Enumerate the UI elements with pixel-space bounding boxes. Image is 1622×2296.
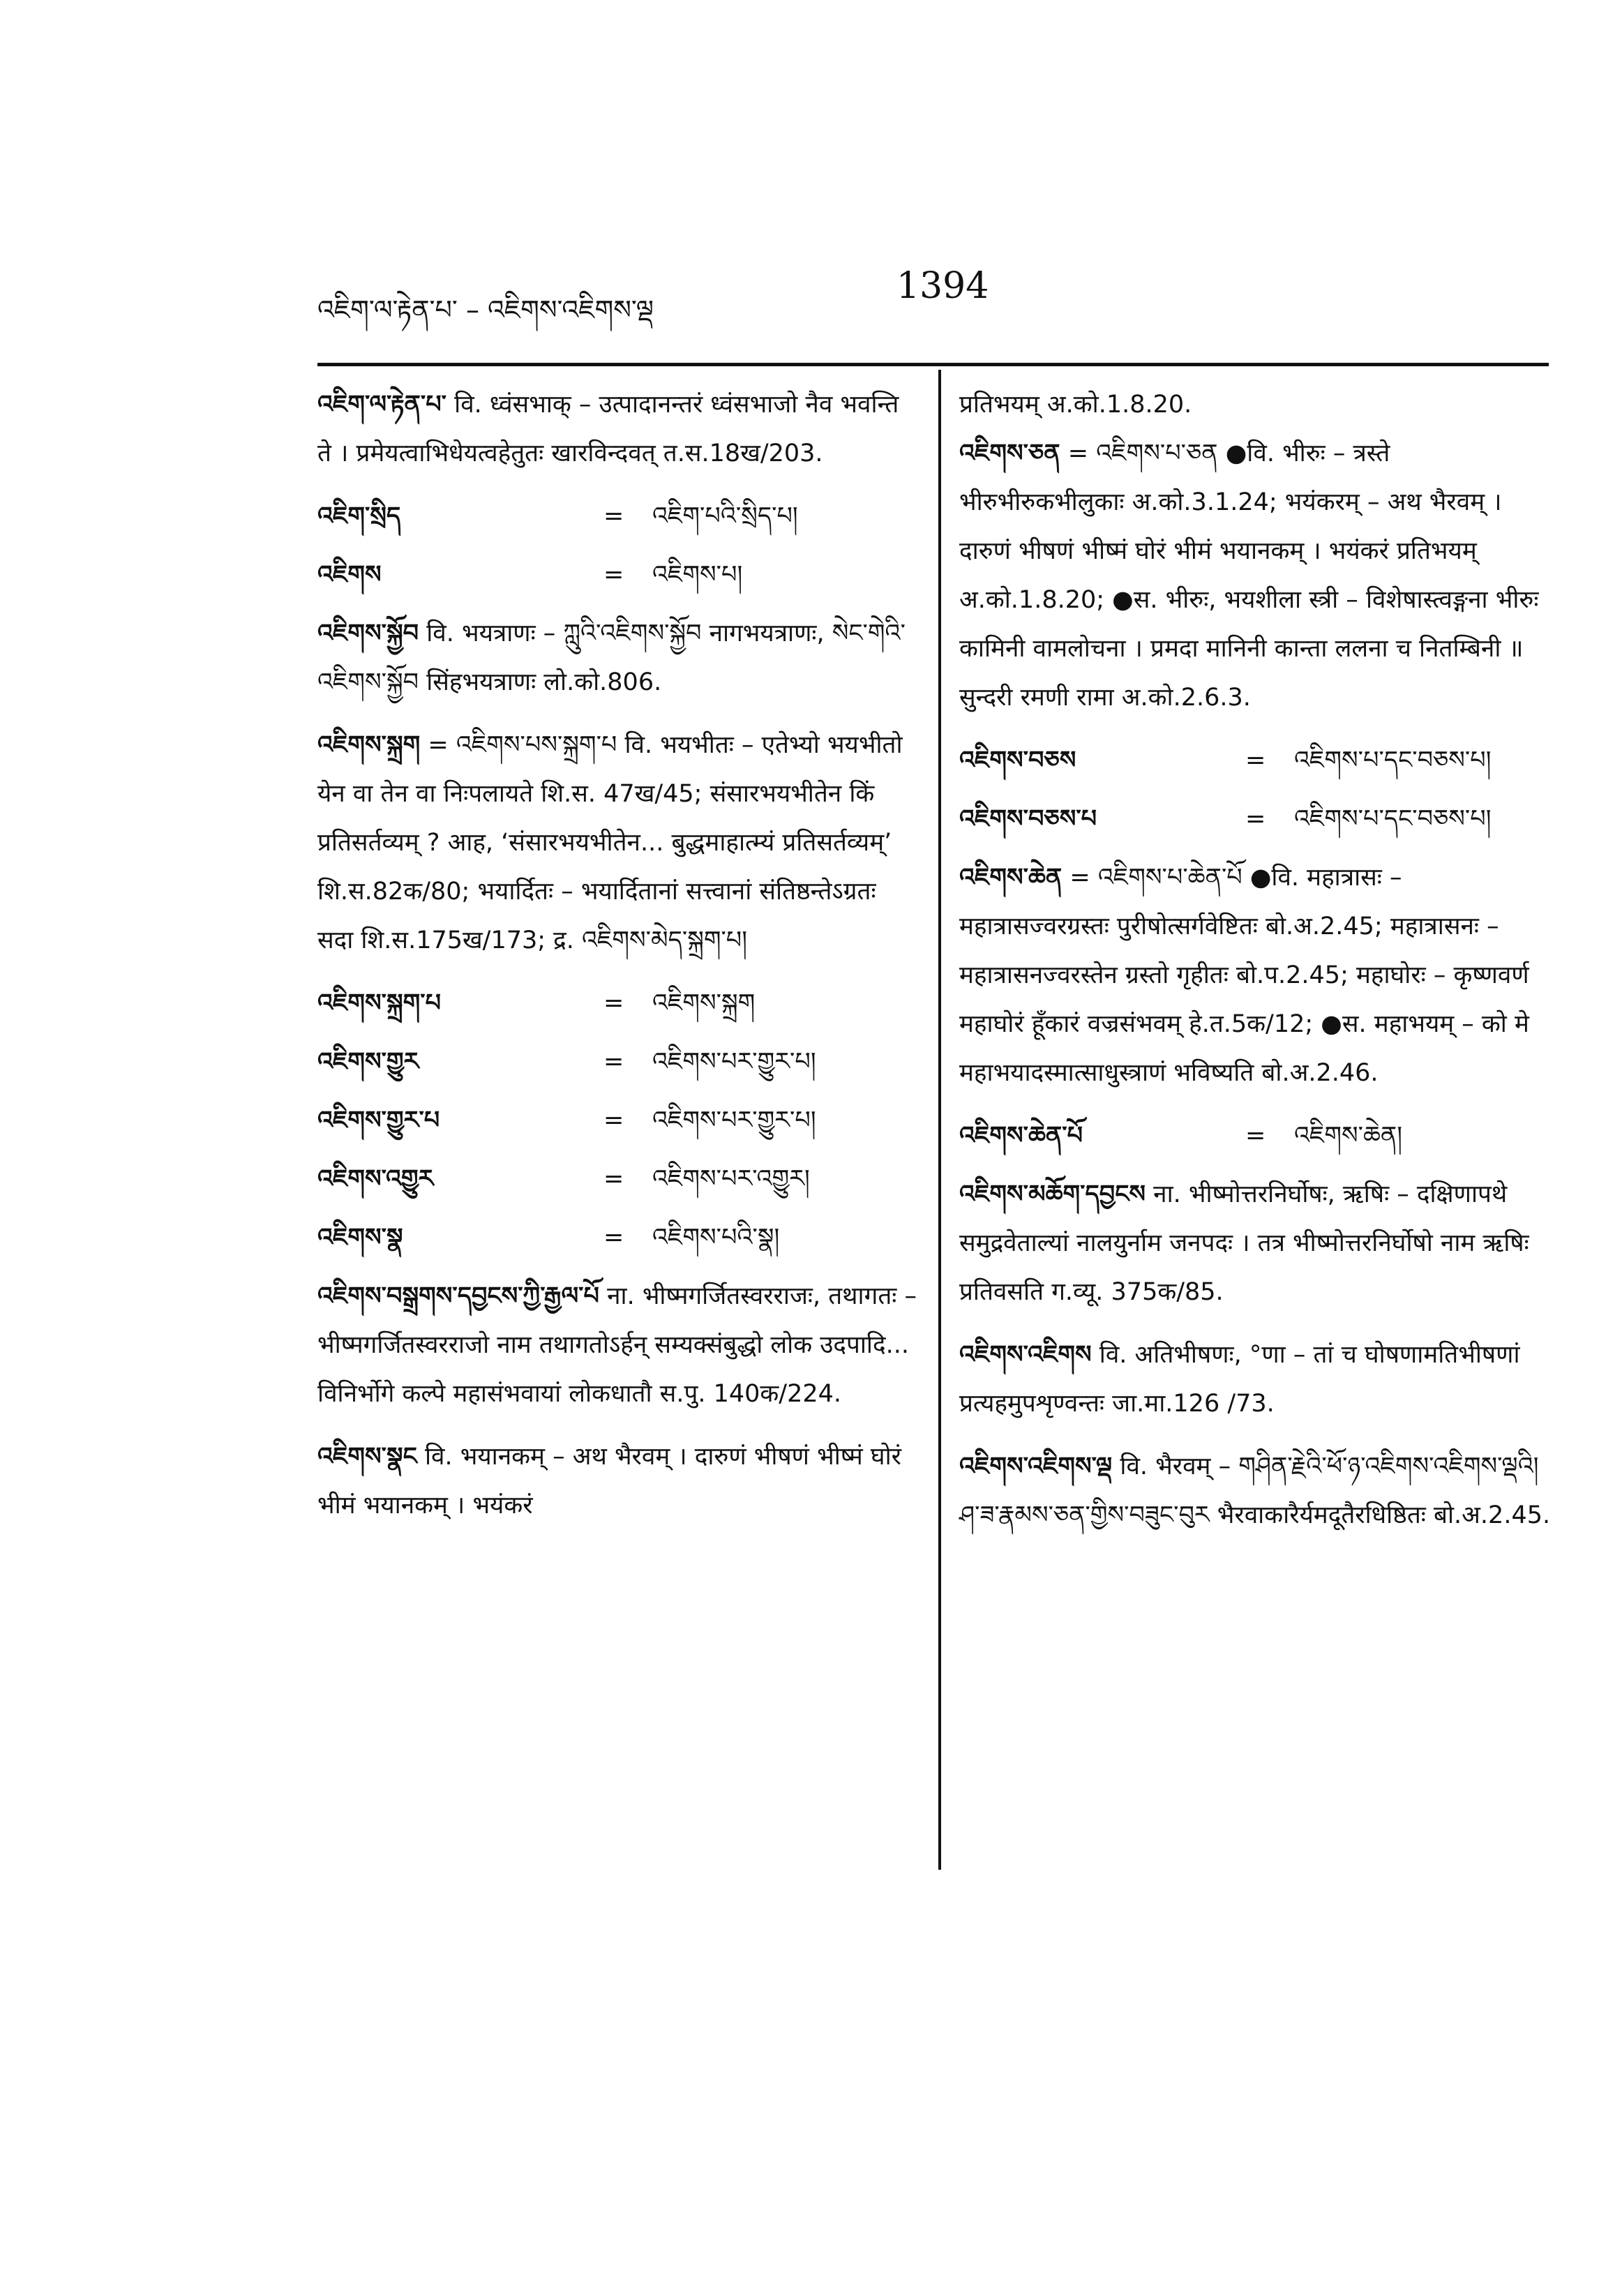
cross-reference-target: འཇིགས་སྐྲག xyxy=(652,989,756,1017)
dictionary-entry xyxy=(959,429,1559,722)
dictionary-entry xyxy=(317,1272,917,1418)
entry-headword: འཇིགས་ཅན xyxy=(959,440,1060,467)
dictionary-entry xyxy=(317,721,917,965)
entry-headword: འཇིག་ལ་རྟེན་པ་ xyxy=(317,391,447,419)
entry-headword: འཇིགས་ཆེན xyxy=(959,864,1062,892)
cross-reference-target: འཇིགས་ཆེན། xyxy=(1294,1122,1403,1150)
cross-reference-target: འཇིགས་པའི་སྣ། xyxy=(652,1224,780,1252)
entry-headword: འཇིགས་འཇིགས་ལྡ xyxy=(959,1453,1113,1480)
right-column xyxy=(959,380,1559,1554)
entry-headword: འཇིགས་མཆོག་དབྱངས xyxy=(959,1180,1146,1208)
cross-reference-target: འཇིགས་པར་འགྱུར། xyxy=(652,1165,810,1193)
cross-reference-entry xyxy=(959,795,1559,843)
entry-headword: འཇིགས་བསྒྲགས་དབྱངས་ཀྱི་རྒྱལ་པོ xyxy=(317,1282,599,1310)
entry-headword: འཇིགས་འགྱུར xyxy=(317,1165,434,1193)
dictionary-entry xyxy=(959,853,1559,1097)
entry-definition: = འཇིགས་པ་ཅན ●वि. भीरुः – त्रस्ते भीरुभीरुकभीलुकाः अ.को.3.1.24; भयंकरम् – अथ भैरवम् । दारुणं भीषणं भीष्मं घोरं भीमं भयानकम् । भयंकरं प्रतिभयम् अ.को.1.8.20; ●स. भीरुः, भयशीला स्त्री – विशेषास्त्वङ्गना भीरुः कामिनी वामलोचना । प्रमदा मानिनी कान्ता ललना च नितम्बिनी ॥ सुन्दरी रमणी रामा अ.को.2.6.3. xyxy=(959,440,1539,712)
cross-reference-target: འཇིགས་པ་དང་བཅས་པ། xyxy=(1294,746,1492,774)
entry-headword: འཇིགས་འཇིགས xyxy=(959,1341,1092,1369)
equals-sign: = xyxy=(1245,805,1266,833)
entry-definition: वि. भयानकम् – अथ भैरवम् । दारुणं भीषणं भीष्मं घोरं भीमं भयानकम् । भयंकरं xyxy=(317,1443,901,1520)
entry-headword: འཇིགས་སྐྲག xyxy=(317,731,421,759)
equals-sign: = xyxy=(1245,1122,1266,1150)
cross-reference-target: འཇིག་པའི་སྲིད་པ། xyxy=(652,502,798,530)
equals-sign: = xyxy=(603,502,624,530)
equals-sign: = xyxy=(603,989,624,1017)
dictionary-entry xyxy=(959,1330,1559,1428)
cross-reference-entry xyxy=(317,1155,917,1203)
equals-sign: = xyxy=(1245,746,1266,774)
cross-reference-target: འཇིགས་པ། xyxy=(652,561,743,589)
dictionary-entry xyxy=(317,609,917,707)
cross-reference-target: འཇིགས་པ་དང་བཅས་པ། xyxy=(1294,805,1492,833)
entry-headword: འཇིགས་སྣ xyxy=(317,1224,403,1252)
entry-definition: ना. भीष्मगर्जितस्वरराजः, तथागतः – भीष्मगर्जितस्वरराजो नाम तथागतोऽर्हन् सम्यक्संबुद्धो लोक उदपादि... विनिर्भोगे कल्पे महासंभवायां लोकधातौ स.पु. 140क/224. xyxy=(317,1282,917,1408)
cross-reference-entry xyxy=(959,1111,1559,1160)
entry-headword: འཇིགས་སྐྲག་པ xyxy=(317,989,442,1017)
dictionary-entry xyxy=(959,1442,1559,1540)
entry-definition: ना. भीष्मोत्तरनिर्घोषः, ऋषिः – दक्षिणापथे समुद्रवेताल्यां नालयुर्नाम जनपदः । तत्र भीष्मोत्तरनिर्घोषो नाम ऋषिः प्रतिवसति ग.व्यू. 375क/85. xyxy=(959,1180,1529,1306)
cross-reference-target: འཇིགས་པར་གྱུར་པ། xyxy=(652,1106,816,1134)
entry-definition: = འཇིགས་པས་སྐྲག་པ वि. भयभीतः – एतेभ्यो भयभीतो येन वा तेन वा निःपलायते शि.स. 47ख/45; संसारभयभीतेन किं प्रतिसर्तव्यम् ? आह, ‘संसारभयभीतेन... बुद्धमाहात्म्यं प्रतिसर्तव्यम्’ शि.स.82क/80; भयार्दितः – भयार्दितानां सत्त्वानां संतिष्ठन्तेऽग्रतः सदा शि.स.175ख/173; द्र. འཇིགས་མེད་སྐྲག་པ། xyxy=(317,731,903,954)
entry-headword: འཇིགས་བཅས xyxy=(959,746,1076,774)
cross-reference-entry xyxy=(317,1037,917,1086)
column-divider xyxy=(938,370,941,1870)
entry-definition: वि. अतिभीषणः, °णा – तां च घोषणामतिभीषणां प्रत्यहमुपशृण्वन्तः जा.मा.126 /73. xyxy=(959,1341,1520,1418)
equals-sign: = xyxy=(603,1224,624,1252)
cross-reference-entry xyxy=(317,1213,917,1262)
header-guide-words: འཇིག་ལ་རྟེན་པ་ – འཇིགས་འཇིགས་ལྡ xyxy=(317,294,654,325)
dictionary-entry xyxy=(959,1170,1559,1316)
dictionary-entry xyxy=(317,1432,917,1530)
equals-sign: = xyxy=(603,1165,624,1193)
entry-definition: वि. भैरवम् – གཤིན་རྗེའི་ཕོ་ཉ་འཇིགས་འཇིགས་ལྡའི། ཤ་ཟ་རྣམས་ཅན་གྱིས་བཟུང་བུར भैरवाकारैर्यमदूतैरधिष्ठितः बो.अ.2.45. xyxy=(959,1453,1551,1529)
equals-sign: = xyxy=(603,1106,624,1134)
equals-sign: = xyxy=(603,1048,624,1076)
entry-headword: འཇིག་སྲིད xyxy=(317,502,401,530)
cross-reference-entry xyxy=(317,1096,917,1145)
page-number: 1394 xyxy=(896,265,989,307)
dictionary-entry xyxy=(317,380,917,478)
equals-sign: = xyxy=(603,561,624,589)
running-header xyxy=(317,265,1545,328)
cross-reference-entry xyxy=(317,550,917,599)
cross-reference-entry xyxy=(317,979,917,1028)
entry-headword: འཇིགས་སྐྱོབ xyxy=(317,620,419,647)
cross-reference-target: འཇིགས་པར་གྱུར་པ། xyxy=(652,1048,816,1076)
entry-headword: འཇིགས་བཅས་པ xyxy=(959,805,1097,833)
left-column xyxy=(317,380,917,1544)
entry-definition: वि. भयत्राणः – ཀླུའི་འཇིགས་སྐྱོབ नागभयत्राणः, སེང་གེའི་འཇིགས་སྐྱོབ सिंहभयत्राणः लो.को.806. xyxy=(317,620,906,696)
cross-reference-entry xyxy=(317,492,917,541)
entry-headword: འཇིགས་གྱུར xyxy=(317,1048,419,1076)
entry-headword: འཇིགས་སྣང xyxy=(317,1443,417,1471)
entry-definition: = འཇིགས་པ་ཆེན་པོ ●वि. महात्रासः – महात्रासज्वरग्रस्तः पुरीषोत्सर्गवेष्टितः बो.अ.2.45; महात्रासनः – महात्रासनज्वरस्तेन ग्रस्तो गृहीतः बो.प.2.45; महाघोरः – कृष्णवर्ण महाघोरं हूँकारं वज्रसंभवम् हे.त.5क/12; ●स. महाभयम् – को मे महाभयादस्मात्साधुस्त्राणं भविष्यति बो.अ.2.46. xyxy=(959,864,1529,1087)
entry-definition: वि. ध्वंसभाक् – उत्पादानन्तरं ध्वंसभाजो नैव भवन्ति ते । प्रमेयत्वाभिधेयत्वहेतुतः खारविन्दवत् त.स.18ख/203. xyxy=(317,391,899,467)
entry-headword: འཇིགས་གྱུར་པ xyxy=(317,1106,440,1134)
cross-reference-entry xyxy=(959,736,1559,785)
continuation-text: प्रतिभयम् अ.को.1.8.20. xyxy=(959,391,1192,419)
entry-headword: འཇིགས xyxy=(317,561,382,589)
header-rule xyxy=(317,363,1549,366)
entry-headword: འཇིགས་ཆེན་པོ xyxy=(959,1122,1083,1150)
